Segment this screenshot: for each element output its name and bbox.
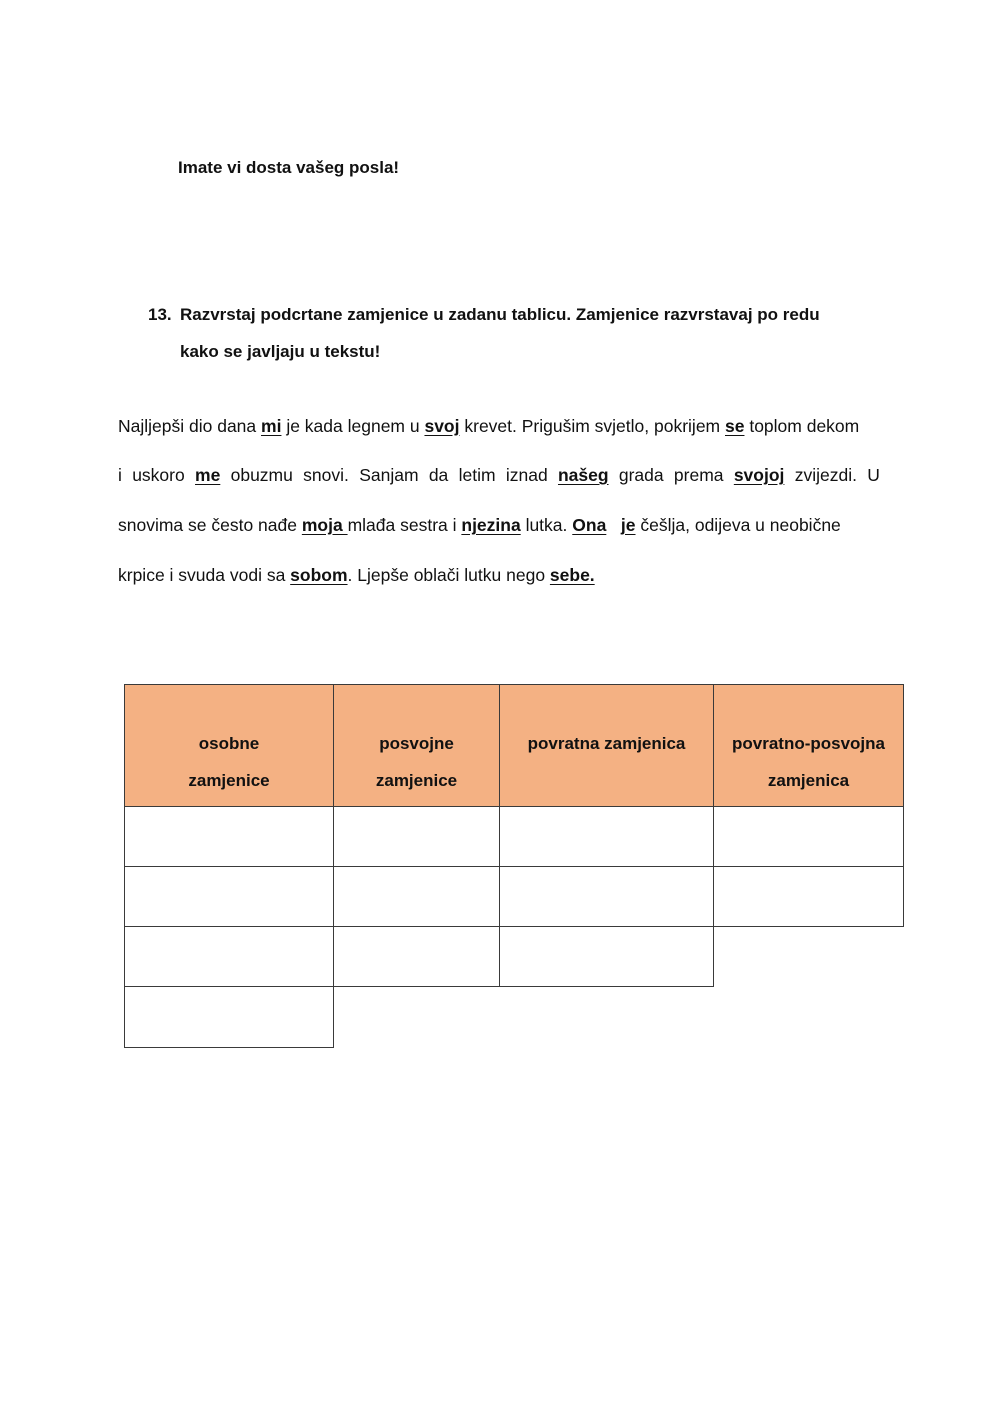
underlined-pronoun: njezina xyxy=(461,515,521,535)
word: uskoro xyxy=(132,465,185,485)
header-povratna-zamjenica xyxy=(499,684,714,807)
text: češlja, odijeva u neobične xyxy=(635,515,841,535)
answer-cell-povratno-posvojna[interactable] xyxy=(713,866,904,927)
underlined-pronoun: se xyxy=(725,416,745,436)
task-number: 13. xyxy=(148,305,172,324)
underlined-pronoun: svojoj xyxy=(733,465,785,485)
underlined-pronoun: me xyxy=(195,465,221,485)
answer-cell-povratna[interactable] xyxy=(499,806,714,867)
header-text: povratna zamjenica xyxy=(527,734,686,753)
underlined-pronoun: je xyxy=(620,515,636,535)
word: grada xyxy=(618,465,664,485)
underlined-pronoun: moja xyxy=(301,515,348,535)
text: . Ljepše oblači lutku nego xyxy=(347,565,550,585)
header-text: zamjenice xyxy=(375,771,458,790)
header-osobne-zamjenice xyxy=(124,684,334,807)
underlined-pronoun: sobom xyxy=(290,565,348,585)
word: i xyxy=(118,465,122,485)
heading: Imate vi dosta vašeg posla! xyxy=(178,158,400,177)
text: lutka. xyxy=(520,515,573,535)
underlined-pronoun: našeg xyxy=(557,465,609,485)
answer-cell-osobne[interactable] xyxy=(124,926,334,987)
word: U xyxy=(867,465,880,485)
header-text: zamjenica xyxy=(767,771,850,790)
header-text: povratno-posvojna xyxy=(731,734,885,753)
answer-cell-povratna[interactable] xyxy=(499,866,714,927)
answer-cell-povratno-posvojna[interactable] xyxy=(713,806,904,867)
header-text: osobne xyxy=(198,734,260,753)
text: mlađa sestra i xyxy=(347,515,462,535)
paragraph-line-1 xyxy=(118,414,880,438)
task-instruction-line-2: kako se javljaju u tekstu! xyxy=(180,342,381,361)
underlined-pronoun: svoj xyxy=(424,416,460,436)
task-instruction-line-1: Razvrstaj podcrtane zamjenice u zadanu tablicu. Zamjenice razvrstavaj po redu xyxy=(180,305,820,324)
text: krpice i svuda vodi sa xyxy=(118,565,291,585)
answer-cell-posvojne[interactable] xyxy=(333,926,500,987)
word: letim xyxy=(458,465,496,485)
answer-cell-osobne[interactable] xyxy=(124,806,334,867)
word: zvijezdi. xyxy=(794,465,857,485)
underlined-pronoun: mi xyxy=(261,416,282,436)
header-text: posvojne xyxy=(379,734,454,753)
underlined-pronoun: Ona xyxy=(572,515,607,535)
paragraph-line-3 xyxy=(118,513,880,537)
header-povratno-posvojna-zamjenica xyxy=(713,684,904,807)
answer-cell-posvojne[interactable] xyxy=(333,806,500,867)
paragraph-line-2 xyxy=(118,463,880,487)
header-text: zamjenice xyxy=(188,771,270,790)
word: snovi. xyxy=(303,465,349,485)
word: prema xyxy=(673,465,724,485)
word: da xyxy=(428,465,449,485)
answer-cell-povratna[interactable] xyxy=(499,926,714,987)
answer-cell-osobne[interactable] xyxy=(124,866,334,927)
header-posvojne-zamjenice xyxy=(333,684,500,807)
word: obuzmu xyxy=(230,465,293,485)
text: Najljepši dio dana xyxy=(118,416,262,436)
text: krevet. Prigušim svjetlo, pokrijem xyxy=(459,416,725,436)
word: Sanjam xyxy=(359,465,419,485)
underlined-pronoun: sebe. xyxy=(549,565,595,585)
text: toplom dekom xyxy=(744,416,860,436)
text: je kada legnem u xyxy=(281,416,425,436)
paragraph-line-4 xyxy=(118,563,880,587)
word: iznad xyxy=(505,465,548,485)
text: snovima se često nađe xyxy=(118,515,302,535)
answer-cell-osobne[interactable] xyxy=(124,986,334,1048)
answer-cell-posvojne[interactable] xyxy=(333,866,500,927)
